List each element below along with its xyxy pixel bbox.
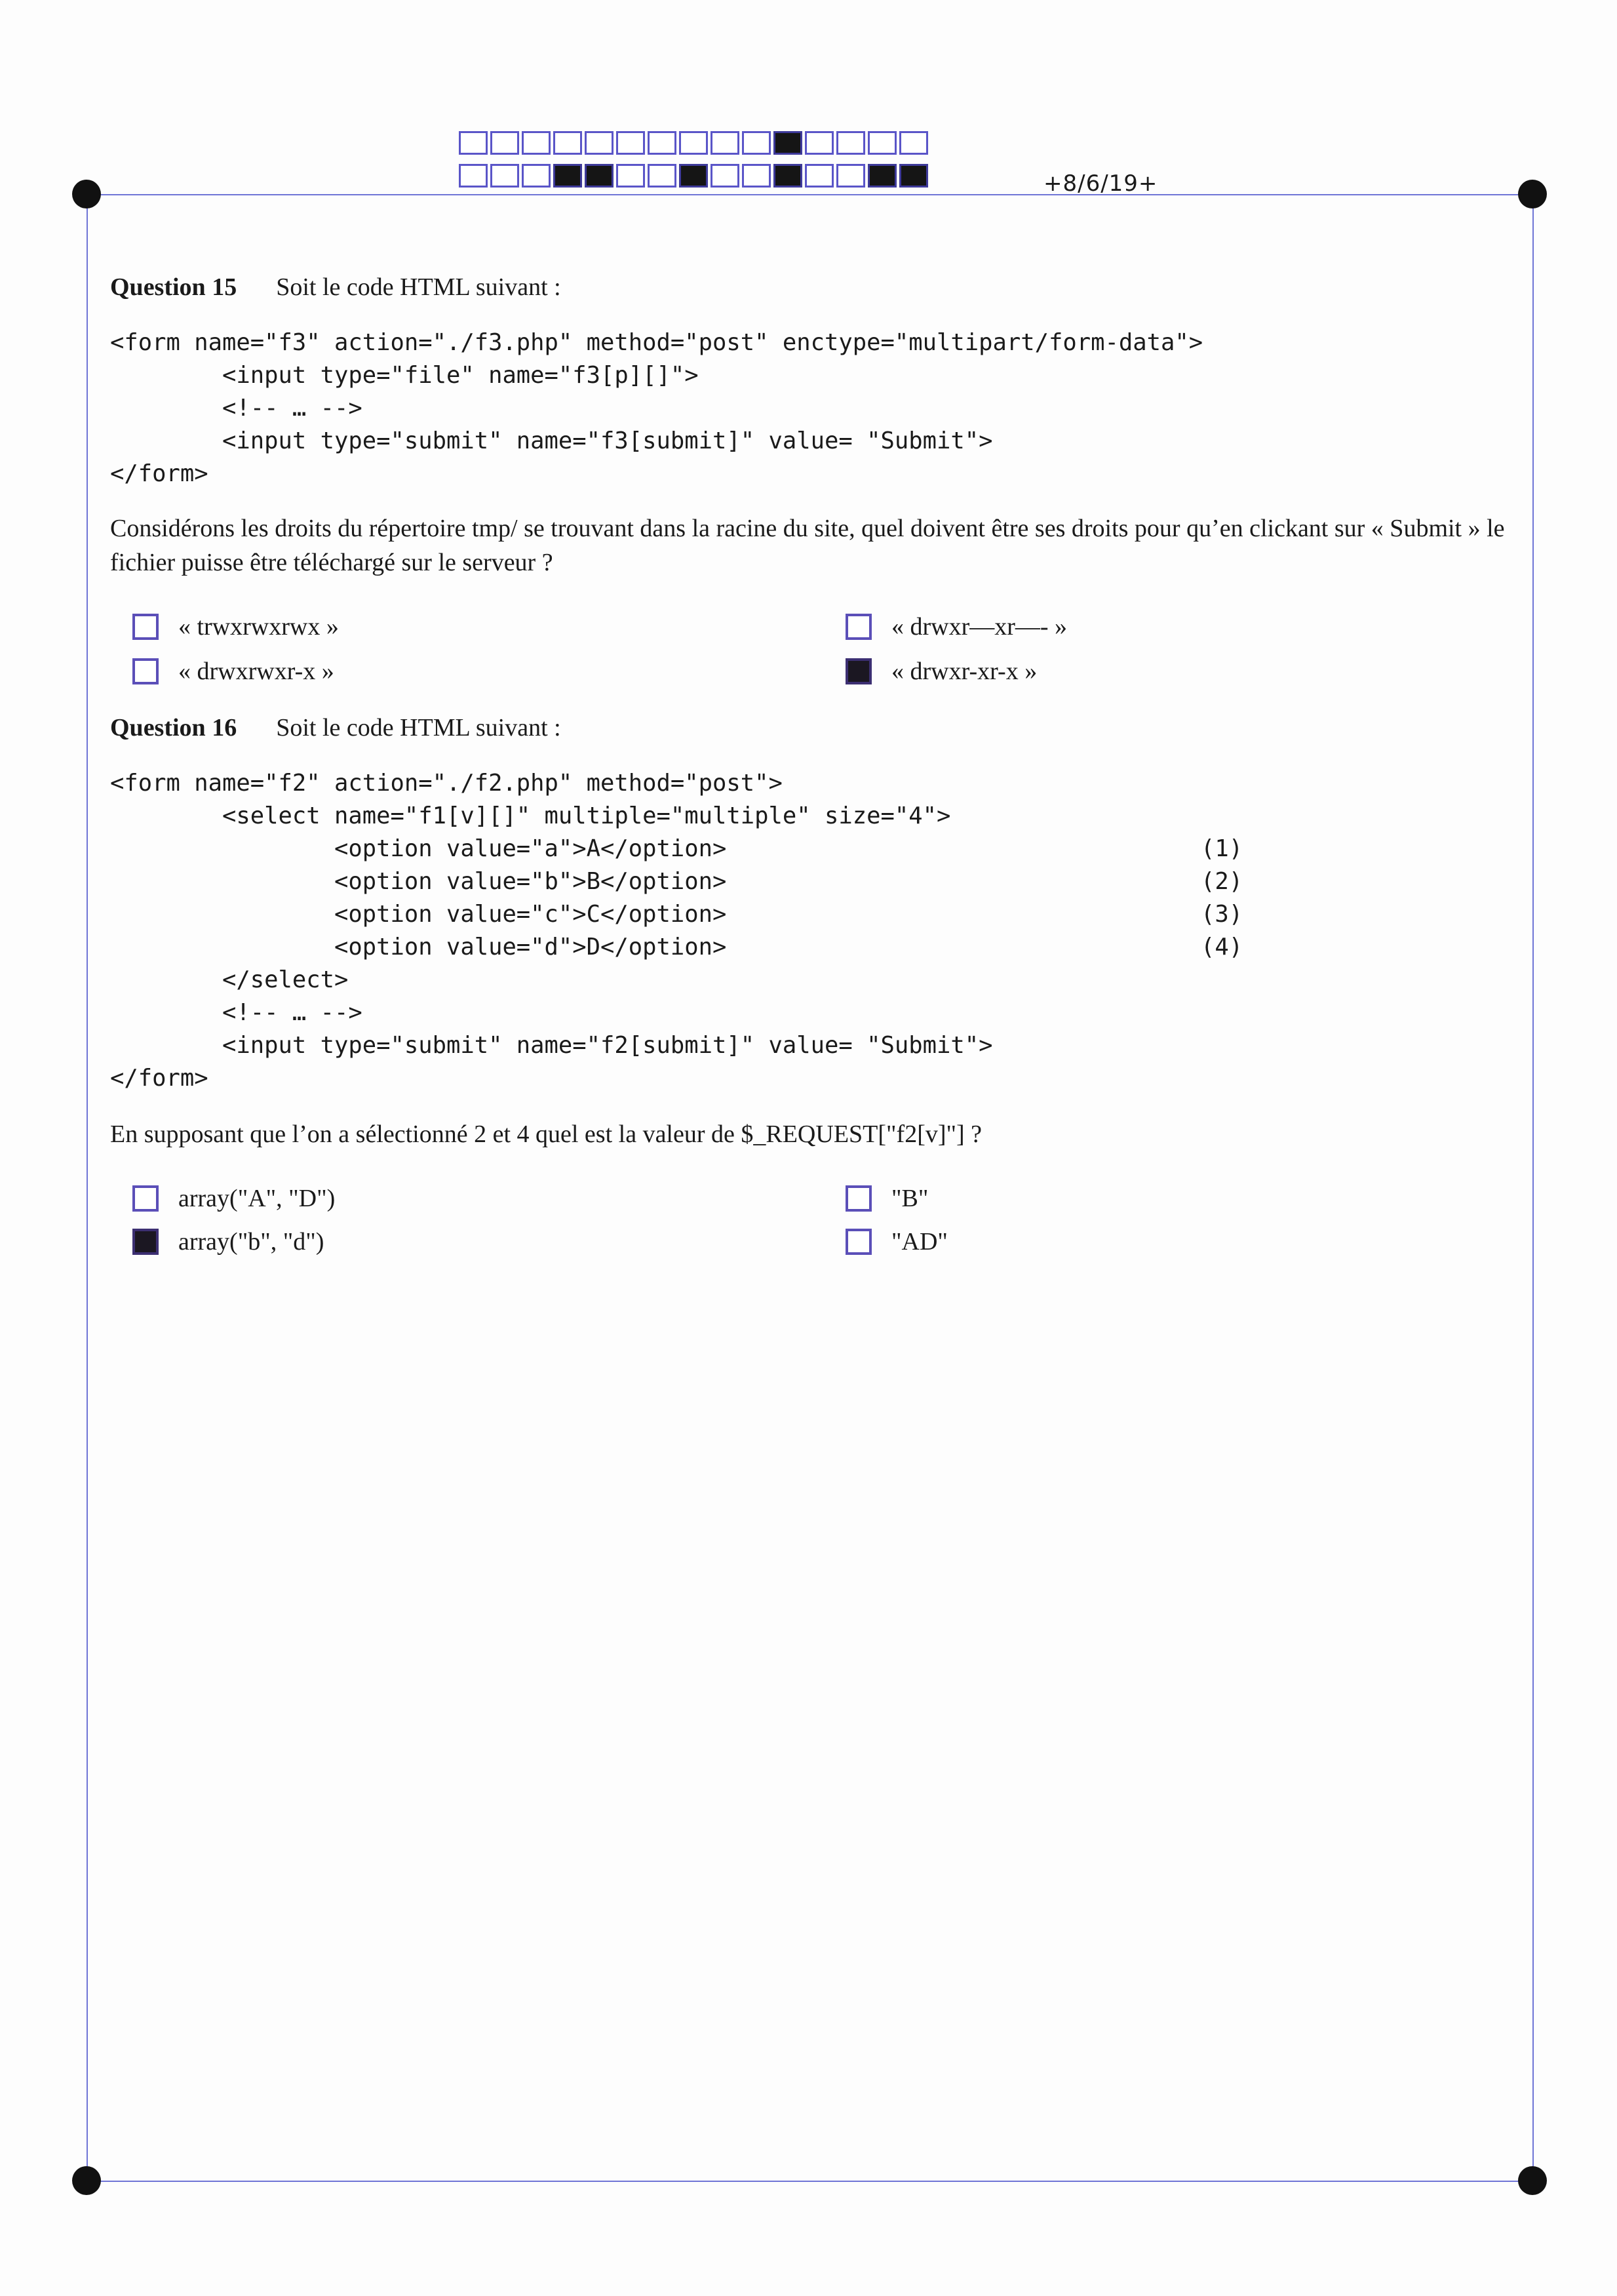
id-code-cell xyxy=(711,164,739,188)
id-code-cell xyxy=(805,131,834,155)
id-code-cell xyxy=(868,131,897,155)
code-line: <option value="b">B</option> xyxy=(110,868,727,895)
q15-choice-4[interactable] xyxy=(846,657,1037,686)
id-code-cell xyxy=(836,131,865,155)
question-16-prompt: En supposant que l’on a sélectionné 2 et 4 quel est la valeur de $_REQUEST["f2[v]"] ? xyxy=(110,1120,983,1148)
id-code-cell xyxy=(742,164,771,188)
choice-label: « drwxr—xr—- » xyxy=(891,613,1068,641)
id-code-cell xyxy=(459,131,488,155)
id-code-cell xyxy=(553,164,582,188)
question-16-code xyxy=(110,767,993,1095)
choice-label: « drwxr-xr-x » xyxy=(891,658,1038,685)
q15-choice-2[interactable] xyxy=(846,612,1067,641)
id-code-cell xyxy=(585,164,614,188)
id-code-cell xyxy=(679,131,708,155)
id-code-cell xyxy=(742,131,771,155)
id-code-cell xyxy=(868,164,897,188)
code-line: <option value="a">A</option> xyxy=(110,835,727,862)
code-line: <form name="f2" action="./f2.php" method="post"> xyxy=(110,770,783,797)
code-line: <input type="submit" name="f3[submit]" value= "Submit"> xyxy=(110,427,993,454)
question-16-intro: Soit le code HTML suivant : xyxy=(276,714,561,742)
id-code-cell xyxy=(648,131,676,155)
question-15-intro: Soit le code HTML suivant : xyxy=(276,273,561,301)
id-code-cell xyxy=(836,164,865,188)
code-line: </form> xyxy=(110,1065,208,1092)
id-code-cell xyxy=(773,131,802,155)
option-number: (2) xyxy=(1201,868,1243,895)
id-code-cell xyxy=(616,164,645,188)
id-code-row-1 xyxy=(459,131,931,155)
code-line: </form> xyxy=(110,460,208,487)
corner-mark-bottom-left xyxy=(72,2166,101,2195)
id-code-cell xyxy=(522,131,551,155)
id-code-cell xyxy=(899,131,928,155)
checkbox[interactable] xyxy=(132,1229,159,1255)
code-line: <form name="f3" action="./f3.php" method="post" enctype="multipart/form-data"> xyxy=(110,329,1203,356)
choice-label: "B" xyxy=(891,1185,929,1212)
option-number: (4) xyxy=(1201,934,1243,960)
id-code-cell xyxy=(490,164,519,188)
id-code-row-2 xyxy=(459,164,931,188)
frame-bottom-line xyxy=(87,2181,1534,2182)
id-code-cell xyxy=(616,131,645,155)
question-15-code xyxy=(110,327,1203,490)
q15-choice-3[interactable] xyxy=(132,657,334,686)
checkbox[interactable] xyxy=(132,614,159,640)
checkbox[interactable] xyxy=(846,658,872,684)
q15-choice-1[interactable] xyxy=(132,612,339,641)
question-16-number: Question 16 xyxy=(110,714,237,742)
option-number: (3) xyxy=(1201,901,1243,928)
question-15-prompt: Considérons les droits du répertoire tmp/ se trouvant dans la racine du site, quel doivent être ses droits pour qu’en clickant sur « Submit » le fichier puisse être téléchargé sur le serveur ? xyxy=(110,515,1505,576)
id-code-cell xyxy=(711,131,739,155)
code-line: <option value="c">C</option> xyxy=(110,901,727,928)
question-16-header xyxy=(110,713,561,742)
choice-label: array("A", "D") xyxy=(178,1185,336,1212)
q16-choice-1[interactable] xyxy=(132,1184,335,1213)
id-code-cell xyxy=(773,164,802,188)
choice-label: "AD" xyxy=(891,1228,948,1256)
id-code-cell xyxy=(459,164,488,188)
frame-left-line xyxy=(87,194,88,2182)
frame-top-line xyxy=(87,194,1534,195)
checkbox[interactable] xyxy=(846,1185,872,1212)
option-number: (1) xyxy=(1201,835,1243,862)
checkbox[interactable] xyxy=(846,1229,872,1255)
id-code-cell xyxy=(899,164,928,188)
checkbox[interactable] xyxy=(132,658,159,684)
question-15-number: Question 15 xyxy=(110,273,237,301)
frame-right-line xyxy=(1532,194,1534,2182)
code-line: <input type="file" name="f3[p][]"> xyxy=(110,362,699,389)
id-code-cell xyxy=(522,164,551,188)
id-code-cell xyxy=(585,131,614,155)
checkbox[interactable] xyxy=(132,1185,159,1212)
corner-mark-top-right xyxy=(1518,180,1547,208)
id-code-cell xyxy=(490,131,519,155)
code-line: </select> xyxy=(110,966,349,993)
code-line: <input type="submit" name="f2[submit]" value= "Submit"> xyxy=(110,1032,993,1059)
corner-mark-top-left xyxy=(72,180,101,208)
id-code-cell xyxy=(679,164,708,188)
choice-label: « drwxrwxr-x » xyxy=(178,658,334,685)
id-code-cell xyxy=(648,164,676,188)
q16-choice-3[interactable] xyxy=(132,1227,324,1256)
id-code-cell xyxy=(805,164,834,188)
question-15-header xyxy=(110,273,561,302)
q16-choice-2[interactable] xyxy=(846,1184,928,1213)
page-code: +8/6/19+ xyxy=(1043,170,1158,197)
code-line: <!-- … --> xyxy=(110,999,362,1026)
choice-label: array("b", "d") xyxy=(178,1228,324,1256)
id-code-cell xyxy=(553,131,582,155)
corner-mark-bottom-right xyxy=(1518,2166,1547,2195)
choice-label: « trwxrwxrwx » xyxy=(178,613,339,641)
q16-choice-4[interactable] xyxy=(846,1227,948,1256)
checkbox[interactable] xyxy=(846,614,872,640)
code-line: <option value="d">D</option> xyxy=(110,934,727,960)
code-line: <select name="f1[v][]" multiple="multiple" size="4"> xyxy=(110,802,951,829)
code-line: <!-- … --> xyxy=(110,395,362,422)
